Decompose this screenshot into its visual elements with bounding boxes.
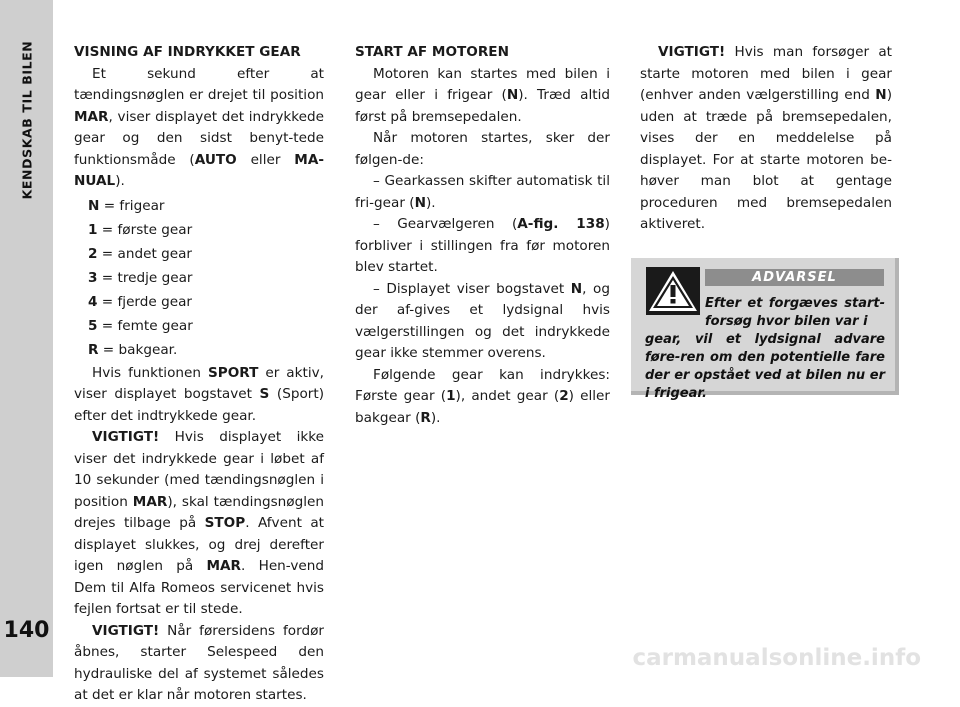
heading-engine-start: START AF MOTOREN — [355, 44, 509, 60]
gear-item — [74, 219, 324, 241]
text: – Displayet viser bogstavet — [373, 280, 571, 297]
text: Hvis displayet ikke viser det indrykkede gear i løbet af 10 sekunder (med tændingsnøglen i position — [74, 429, 324, 510]
bold-n: N — [414, 194, 426, 211]
gear-key: 5 — [88, 317, 98, 334]
gear-item — [74, 339, 324, 361]
text: ) forbliver i stillingen fra før motoren blev startet. — [355, 216, 610, 275]
paragraph-important-1 — [74, 427, 324, 621]
bold-n: N — [875, 87, 887, 103]
gear-key: N — [88, 197, 100, 214]
paragraph-important-3 — [640, 42, 892, 236]
gear-key: 3 — [88, 269, 98, 286]
bold-mar: MAR — [132, 493, 168, 510]
gear-desc: = fjerde gear — [97, 293, 193, 310]
important-label: VIGTIGT! — [92, 429, 160, 445]
gear-item — [74, 291, 324, 313]
text: ). — [115, 173, 125, 189]
warning-label: ADVARSEL — [705, 269, 884, 286]
text: , og der af-gives et lydsignal hvis vælgerstillingen og det indrykkede gear ikke stemmer overens. — [355, 280, 611, 361]
text: – Gearkassen skifter automatisk til fri-gear ( — [355, 173, 610, 211]
text: Hvis man forsøger at starte motoren med bilen i gear (enhver anden vælgerstilling end — [640, 44, 892, 103]
column-important — [640, 42, 892, 236]
warning-text-rest: gear, vil et lydsignal advare føre-ren om den potentielle fare der er opstået ved at bilen nu er i frigear. — [645, 332, 885, 401]
text: ). — [430, 409, 441, 426]
gear-item — [74, 195, 324, 217]
paragraph-intro — [74, 64, 324, 193]
sidebar — [0, 0, 53, 677]
gear-key: 2 — [88, 245, 98, 262]
text: Et sekund efter at tændingsnøglen er drejet til position — [74, 65, 324, 103]
text: ) eller bakgear ( — [355, 388, 611, 426]
bold-1: 1 — [446, 388, 456, 404]
paragraph-important-2 — [74, 621, 324, 707]
bold-2: 2 — [559, 388, 569, 404]
warning-text — [645, 295, 885, 403]
gear-key: 4 — [88, 293, 98, 310]
text: eller — [236, 151, 295, 168]
warning-text-first: Efter et forgæves start-forsøg hvor bilen var i — [705, 296, 885, 329]
gear-item — [74, 315, 324, 337]
gear-desc: = tredje gear — [97, 269, 193, 286]
bold-auto: AUTO — [194, 151, 237, 168]
text: Motoren kan startes med bilen i gear eller i frigear ( — [355, 65, 610, 103]
figure-reference: A-fig. 138 — [517, 216, 605, 232]
text: ), andet gear ( — [455, 388, 560, 404]
text: . Afvent at displayet slukkes, og drej derefter igen nøglen på — [74, 515, 325, 574]
bold-mar: MAR — [206, 558, 241, 574]
text: – Gearvælgeren ( — [373, 216, 518, 232]
svg-text:carmanualsonline.info: carmanualsonline.info — [632, 645, 921, 671]
paragraph-sport — [74, 363, 324, 428]
gear-desc: = femte gear — [97, 317, 193, 334]
gear-item — [74, 267, 324, 289]
gear-desc: = andet gear — [97, 245, 193, 262]
bold-mar: MAR — [74, 108, 109, 125]
heading-gear-display: VISNING AF INDRYKKET GEAR — [74, 44, 301, 60]
bold-sport: SPORT — [207, 364, 259, 381]
column-engine-start — [355, 42, 610, 429]
text: ), skal tændingsnøglen drejes tilbage på — [74, 493, 324, 531]
gear-key: 1 — [88, 221, 98, 238]
text: er aktiv, viser displayet bogstavet — [74, 364, 324, 402]
bold-manual: MA-NUAL — [74, 151, 324, 189]
paragraph-start — [355, 64, 610, 129]
page-number: 140 — [3, 618, 50, 643]
gear-desc: = bakgear. — [98, 341, 178, 358]
bold-n: N — [570, 280, 583, 297]
text: ) uden at træde på bremsepedalen, vises der en meddelelse på displayet. For at starte motoren be-høver man blot at gentage proceduren med bremsepedalen aktiveret. — [640, 87, 892, 232]
watermark-logo — [626, 642, 926, 672]
section-title: KENDSKAB TIL BILEN — [19, 40, 35, 200]
paragraph-gears-allowed — [355, 365, 610, 430]
bold-r: R — [420, 409, 431, 426]
text: ). — [425, 194, 436, 211]
text: . Hen-vend Dem til Alfa Romeos servicenet hvis fejlen fortsat er til stede. — [74, 558, 324, 617]
paragraph-gearbox — [355, 171, 610, 214]
gear-item — [74, 243, 324, 265]
text: , viser displayet det indrykkede gear og den sidst benyt-tede funktionsmåde ( — [74, 108, 324, 168]
bold-s: S — [259, 386, 270, 402]
bold-stop: STOP — [204, 515, 246, 531]
warning-box — [631, 258, 899, 401]
text: ). Træd altid først på bremsepedalen. — [355, 87, 610, 125]
paragraph-selector — [355, 214, 610, 279]
text: Følgende gear kan indrykkes: Første gear ( — [355, 366, 610, 404]
gear-desc: = første gear — [97, 221, 193, 238]
text: Når førersidens fordør åbnes, starter Selespeed den hydrauliske del af systemet således at det er klar når motoren startes. — [74, 622, 324, 703]
important-label: VIGTIGT! — [658, 44, 726, 60]
gear-key: R — [88, 341, 99, 358]
text: (Sport) efter det indtrykkede gear. — [74, 386, 324, 424]
column-gear-display — [74, 42, 324, 707]
text: Hvis funktionen — [92, 364, 208, 381]
gear-desc: = frigear — [99, 197, 165, 214]
important-label: VIGTIGT! — [92, 622, 160, 639]
paragraph-sequence: Når motoren startes, sker der følgen-de: — [355, 130, 610, 168]
bold-n: N — [506, 87, 519, 103]
paragraph-display — [355, 279, 610, 365]
